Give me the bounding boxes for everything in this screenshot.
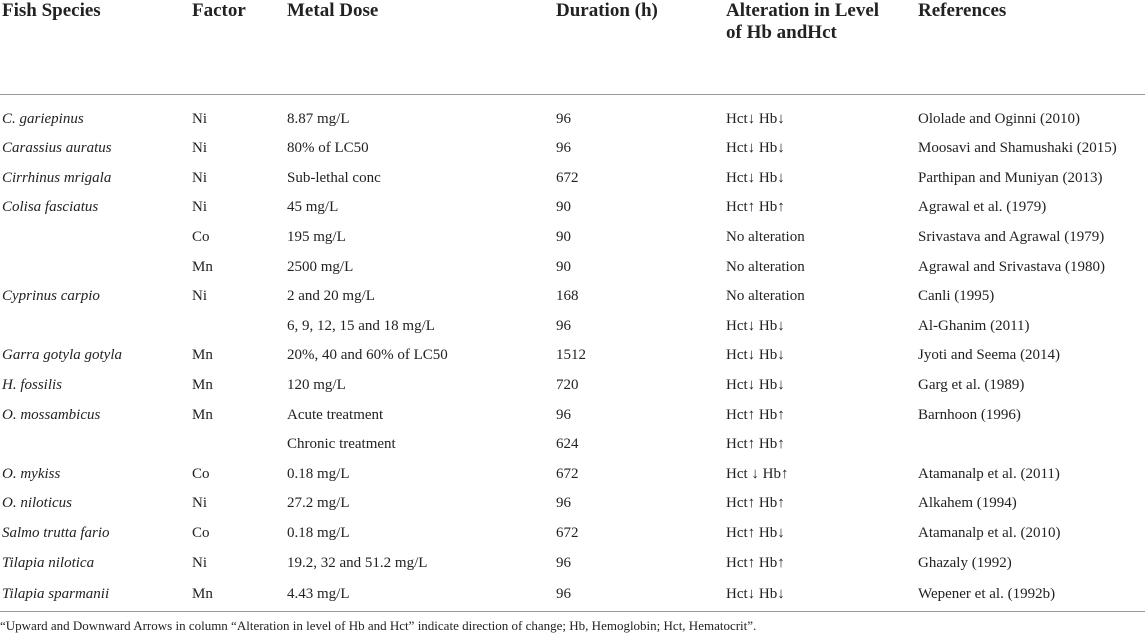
table-row [0, 371, 1145, 401]
header-cell: Factor [192, 0, 287, 94]
table-cell [0, 430, 192, 460]
table-cell: Mn [192, 406, 213, 423]
table-row [0, 430, 1145, 460]
table-cell: 195 mg/L [287, 229, 346, 246]
table-cell: 4.43 mg/L [287, 578, 556, 612]
table-cell: Ni [192, 199, 207, 216]
table-row [0, 489, 1145, 519]
table-row [0, 282, 1145, 312]
table-cell: Hct↑ Hb↑ [726, 495, 785, 512]
table-cell: Srivastava and Agrawal (1979) [918, 229, 1105, 246]
table-cell: 672 [556, 525, 579, 542]
table-cell: 20%, 40 and 60% of LC50 [287, 347, 448, 364]
table-cell [192, 312, 287, 342]
table-cell: Sub-lethal conc [287, 169, 381, 186]
table-cell: Moosavi and Shamushaki (2015) [918, 140, 1117, 157]
table-row [0, 548, 1145, 578]
table-cell: Ni [192, 110, 207, 127]
table-cell: Mn [192, 347, 213, 364]
table-cell: Co [192, 525, 210, 542]
table-cell: H. fossilis [2, 377, 63, 394]
table-cell: 120 mg/L [287, 377, 346, 394]
table-cell: 96 [556, 140, 571, 157]
table-cell: 6, 9, 12, 15 and 18 mg/L [287, 317, 435, 334]
table-cell: Mn [192, 377, 213, 394]
table-cell: Hct↑ Hb↑ [726, 406, 785, 423]
table-cell: Ni [192, 495, 207, 512]
table-cell: Ghazaly (1992) [918, 554, 1012, 571]
table-cell: Ni [192, 288, 207, 305]
table-cell: Chronic treatment [287, 436, 396, 453]
header-cell: Fish Species [0, 0, 192, 94]
table-cell: Colisa fasciatus [2, 199, 99, 216]
table-row [0, 223, 1145, 253]
table-cell: 80% of LC50 [287, 140, 369, 157]
table-cell: 96 [556, 406, 571, 423]
table-cell: 96 [556, 554, 571, 571]
table-cell: 90 [556, 229, 571, 246]
table-cell [192, 430, 287, 460]
table-cell: Co [192, 229, 210, 246]
table-cell: Mn [192, 578, 287, 612]
table-cell: O. niloticus [2, 495, 72, 512]
table-row [0, 134, 1145, 164]
table-cell: Salmo trutta fario [2, 525, 110, 542]
table-cell: 720 [556, 377, 579, 394]
table-cell: Hct↑ Hb↑ [726, 554, 785, 571]
table-cell: 2 and 20 mg/L [287, 288, 375, 305]
table-cell: Hct ↓ Hb↑ [726, 465, 789, 482]
table-row [0, 519, 1145, 549]
table-cell: Agrawal et al. (1979) [918, 199, 1047, 216]
table-cell: 8.87 mg/L [287, 110, 350, 127]
table-cell: 96 [556, 578, 726, 612]
table-body [0, 94, 1145, 612]
table-cell: Hct↑ Hb↓ [726, 525, 785, 542]
table-cell: Atamanalp et al. (2010) [918, 525, 1061, 542]
table-cell: 672 [556, 465, 579, 482]
table-cell: 27.2 mg/L [287, 495, 350, 512]
table-row [0, 312, 1145, 342]
table-cell: Hct↑ Hb↑ [726, 199, 785, 216]
table-cell: 2500 mg/L [287, 258, 354, 275]
table-cell: Hct↓ Hb↓ [726, 578, 918, 612]
table-cell: 90 [556, 258, 571, 275]
table-cell: Ni [192, 140, 207, 157]
table-cell: Hct↓ Hb↓ [726, 347, 785, 364]
table-cell: Agrawal and Srivastava (1980) [918, 258, 1106, 275]
table-row [0, 400, 1145, 430]
table-cell: Atamanalp et al. (2011) [918, 465, 1060, 482]
table-cell: Canli (1995) [918, 288, 995, 305]
table-cell: 96 [556, 110, 571, 127]
table-cell: Ni [192, 169, 207, 186]
table-cell: No alteration [726, 229, 805, 246]
table-cell [0, 223, 192, 253]
table-cell: Co [192, 465, 210, 482]
table-cell: O. mossambicus [2, 406, 101, 423]
table-cell: Cirrhinus mrigala [2, 169, 112, 186]
table-cell [918, 430, 1145, 460]
table-cell: Hct↓ Hb↓ [726, 317, 785, 334]
table-cell: Tilapia nilotica [2, 554, 95, 571]
header-cell: References [918, 0, 1145, 94]
table-cell: 168 [556, 288, 579, 305]
table-cell: Hct↓ Hb↓ [726, 169, 785, 186]
table-cell: O. mykiss [2, 465, 61, 482]
table-cell: Barnhoon (1996) [918, 406, 1021, 423]
table-cell: 96 [556, 317, 571, 334]
footnote: “Upward and Downward Arrows in column “Alteration in level of Hb and Hct” indicate direction of change; Hb, Hemoglobin; Hct, Hematocrit”. [0, 618, 757, 633]
table-cell: Hct↓ Hb↓ [726, 377, 785, 394]
table-row [0, 578, 1145, 612]
table-row [0, 164, 1145, 194]
table-cell [0, 252, 192, 282]
table-cell: 0.18 mg/L [287, 525, 350, 542]
table-row [0, 460, 1145, 490]
table-cell: 624 [556, 436, 579, 453]
table-cell: No alteration [726, 258, 805, 275]
table-cell: 96 [556, 495, 571, 512]
table-cell: Wepener et al. (1992b) [918, 578, 1145, 612]
table-row [0, 252, 1145, 282]
header-cell: Duration (h) [556, 0, 726, 94]
table-cell: 19.2, 32 and 51.2 mg/L [287, 554, 428, 571]
table-cell: 45 mg/L [287, 199, 339, 216]
header-cell: Alteration in Level of Hb andHct [726, 0, 918, 94]
table-cell: Hct↓ Hb↓ [726, 140, 785, 157]
table-row [0, 341, 1145, 371]
table-cell: 0.18 mg/L [287, 465, 350, 482]
table-cell: Ololade and Oginni (2010) [918, 110, 1081, 127]
table-cell: Ni [192, 554, 207, 571]
table-cell: Parthipan and Muniyan (2013) [918, 169, 1103, 186]
table-cell: Al-Ghanim (2011) [918, 317, 1030, 334]
table-cell: 672 [556, 169, 579, 186]
table-row [0, 193, 1145, 223]
table-cell: Acute treatment [287, 406, 384, 423]
table-cell: Hct↓ Hb↓ [726, 110, 785, 127]
table-cell [0, 312, 192, 342]
table-cell: C. gariepinus [2, 110, 84, 127]
table-cell: Cyprinus carpio [2, 288, 100, 305]
table-cell: No alteration [726, 288, 805, 305]
header-cell: Metal Dose [287, 0, 556, 94]
table-cell: Alkahem (1994) [918, 495, 1017, 512]
table-cell: Mn [192, 258, 213, 275]
table-cell: Tilapia sparmanii [0, 578, 192, 612]
table-cell: Hct↑ Hb↑ [726, 436, 785, 453]
header-row [0, 0, 1145, 94]
table-row [0, 94, 1145, 134]
table-cell: Garg et al. (1989) [918, 377, 1025, 394]
table-cell: Jyoti and Seema (2014) [918, 347, 1061, 364]
table-cell: Carassius auratus [2, 140, 112, 157]
table-cell: Garra gotyla gotyla [2, 347, 122, 364]
table-cell: 1512 [556, 347, 586, 364]
table-header [0, 0, 1145, 94]
table-cell: 90 [556, 199, 571, 216]
